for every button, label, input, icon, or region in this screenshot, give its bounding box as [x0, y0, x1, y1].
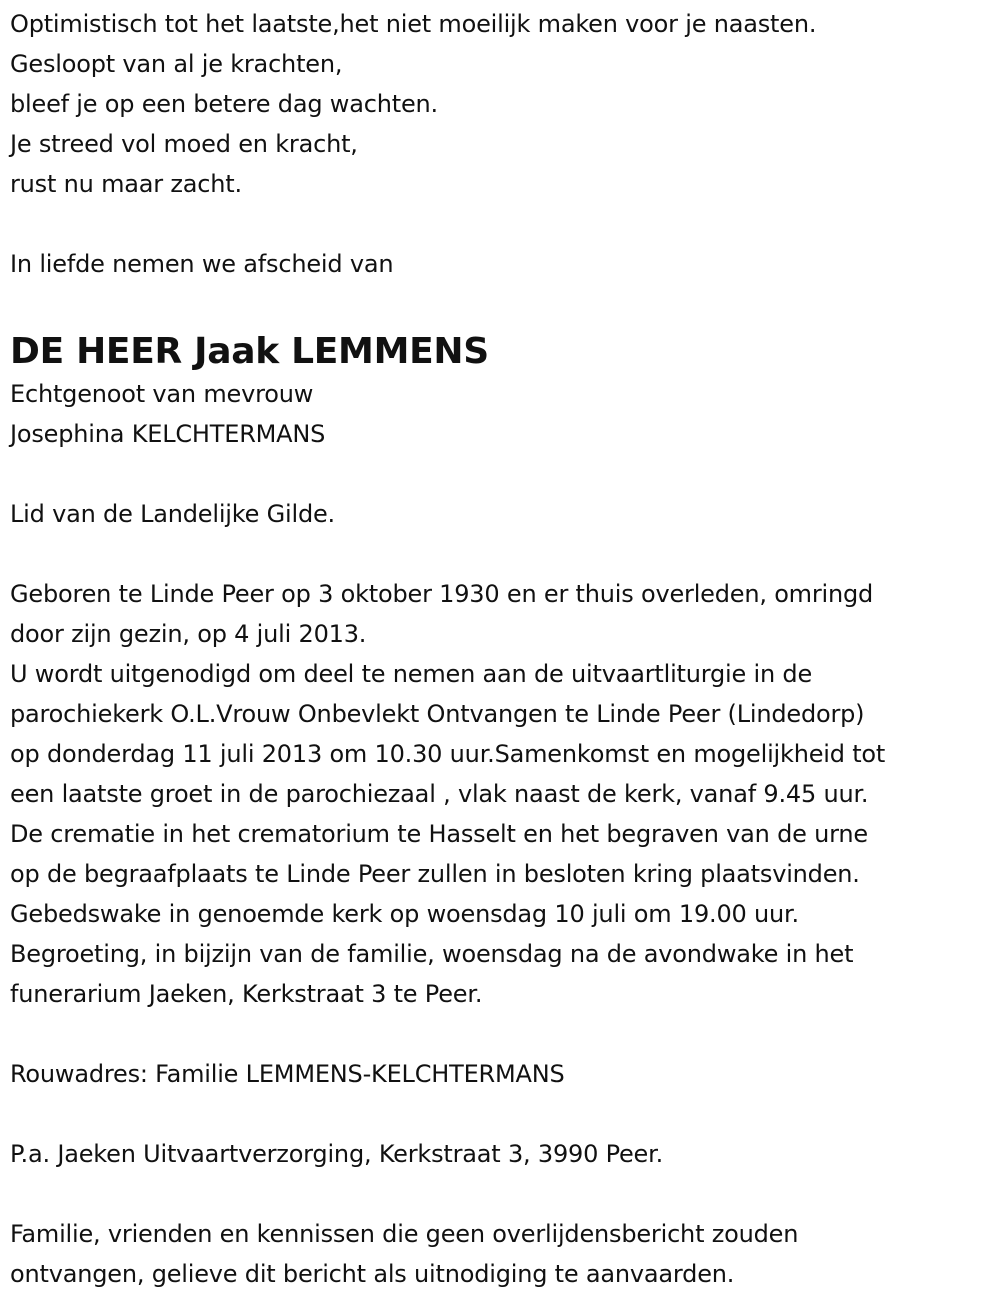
- details-line: op donderdag 11 juli 2013 om 10.30 uur.Samenkomst en mogelijkheid tot: [10, 740, 886, 768]
- mourning-address: Rouwadres: Familie LEMMENS-KELCHTERMANS: [10, 1060, 565, 1088]
- spacer: [10, 1094, 995, 1134]
- spouse-name: Josephina KELCHTERMANS: [10, 420, 326, 448]
- details-line: een laatste groet in de parochiezaal , vlak naast de kerk, vanaf 9.45 uur.: [10, 780, 869, 808]
- spouse-line: Echtgenoot van mevrouw: [10, 380, 314, 408]
- undertaker-address: P.a. Jaeken Uitvaartverzorging, Kerkstraat 3, 3990 Peer.: [10, 1140, 664, 1168]
- closing-line: ontvangen, gelieve dit bericht als uitnodiging te aanvaarden.: [10, 1260, 735, 1288]
- details-line: Begroeting, in bijzijn van de familie, woensdag na de avondwake in het: [10, 940, 854, 968]
- poem-line: Optimistisch tot het laatste,het niet moeilijk maken voor je naasten.: [10, 10, 817, 38]
- poem-line: Je streed vol moed en kracht,: [10, 130, 358, 158]
- poem-line: rust nu maar zacht.: [10, 170, 242, 198]
- details-line: Geboren te Linde Peer op 3 oktober 1930 en er thuis overleden, omringd: [10, 580, 874, 608]
- deceased-name: DE HEER Jaak LEMMENS: [10, 331, 489, 372]
- closing-line: Familie, vrienden en kennissen die geen overlijdensbericht zouden: [10, 1220, 799, 1248]
- intro-text: In liefde nemen we afscheid van: [10, 250, 394, 278]
- details-line: parochiekerk O.L.Vrouw Onbevlekt Ontvangen te Linde Peer (Lindedorp): [10, 700, 865, 728]
- spacer: [10, 204, 995, 244]
- details-line: funerarium Jaeken, Kerkstraat 3 te Peer.: [10, 980, 483, 1008]
- spacer: [10, 534, 995, 574]
- poem: [10, 4, 995, 204]
- poem-line: bleef je op een betere dag wachten.: [10, 90, 438, 118]
- details-line: De crematie in het crematorium te Hasselt en het begraven van de urne: [10, 820, 868, 848]
- details-line: U wordt uitgenodigd om deel te nemen aan de uitvaartliturgie in de: [10, 660, 813, 688]
- details-line: Gebedswake in genoemde kerk op woensdag 10 juli om 19.00 uur.: [10, 900, 799, 928]
- membership-text: Lid van de Landelijke Gilde.: [10, 500, 335, 528]
- closing-note: [10, 1214, 995, 1294]
- spacer: [10, 454, 995, 494]
- spacer: [10, 284, 995, 330]
- details-line: door zijn gezin, op 4 juli 2013.: [10, 620, 367, 648]
- obituary-document: [10, 4, 995, 1294]
- spacer: [10, 1014, 995, 1054]
- spacer: [10, 1174, 995, 1214]
- poem-line: Gesloopt van al je krachten,: [10, 50, 343, 78]
- funeral-details: [10, 574, 995, 1014]
- details-line: op de begraafplaats te Linde Peer zullen in besloten kring plaatsvinden.: [10, 860, 860, 888]
